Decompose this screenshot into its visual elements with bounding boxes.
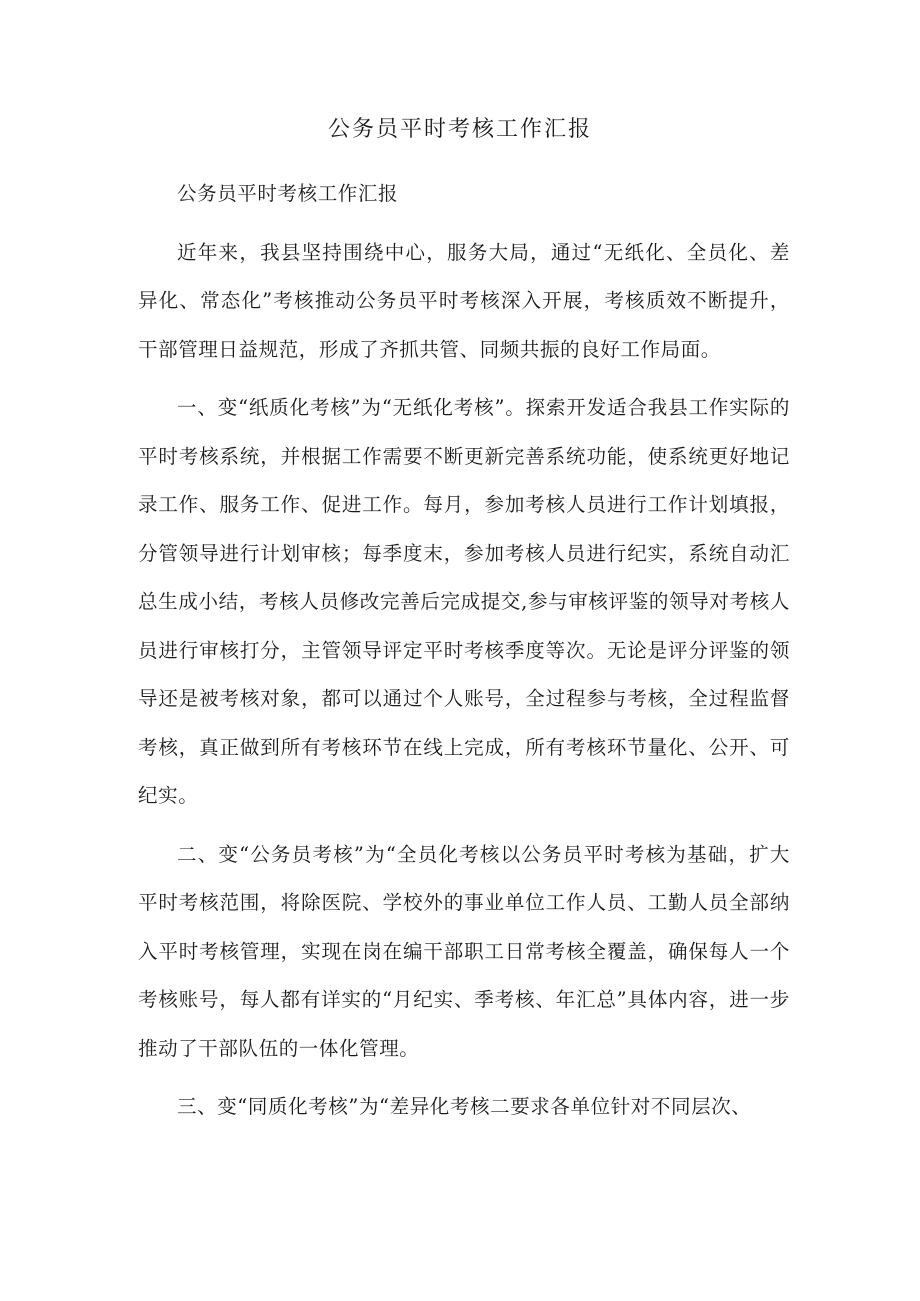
paragraph-section-2: 二、变“公务员考核”为“全员化考核以公务员平时考核为基础，扩大平时考核范围，将除医院、学校外的事业单位工作人员、工勤人员全部纳入平时考核管理，实现在岗在编干部职工日常考核全覆盖，确保每人一个考核账号，每人都有详实的“月纪实、季考核、年汇总”具体内容，进一步推动了干部队伍的一体化管理。 xyxy=(138,842,790,1060)
document-body xyxy=(138,170,790,1132)
document-title: 公务员平时考核工作汇报 xyxy=(327,117,592,142)
paragraph-intro: 近年来，我县坚持围绕中心，服务大局，通过“无纸化、全员化、差异化、常态化”考核推动公务员平时考核深入开展，考核质效不断提升，干部管理日益规范，形成了齐抓共管、同频共振的良好工作局面。 xyxy=(138,240,790,361)
paragraph-section-1: 一、变“纸质化考核”为“无纸化考核”。探索开发适合我县工作实际的平时考核系统，并根据工作需要不断更新完善系统功能，使系统更好地记录工作、服务工作、促进工作。每月，参加考核人员进行工作计划填报，分管领导进行计划审核；每季度末，参加考核人员进行纪实，系统自动汇总生成小结，考核人员修改完善后完成提交,参与审核评鉴的领导对考核人员进行审核打分，主管领导评定平时考核季度等次。无论是评分评鉴的领导还是被考核对象，都可以通过个人账号，全过程参与考核，全过程监督考核，真正做到所有考核环节在线上完成，所有考核环节量化、公开、可纪实。 xyxy=(138,396,790,807)
document-subtitle: 公务员平时考核工作汇报 xyxy=(177,182,399,205)
paragraph-section-3: 三、变“同质化考核”为“差异化考核二要求各单位针对不同层次、 xyxy=(177,1095,752,1118)
